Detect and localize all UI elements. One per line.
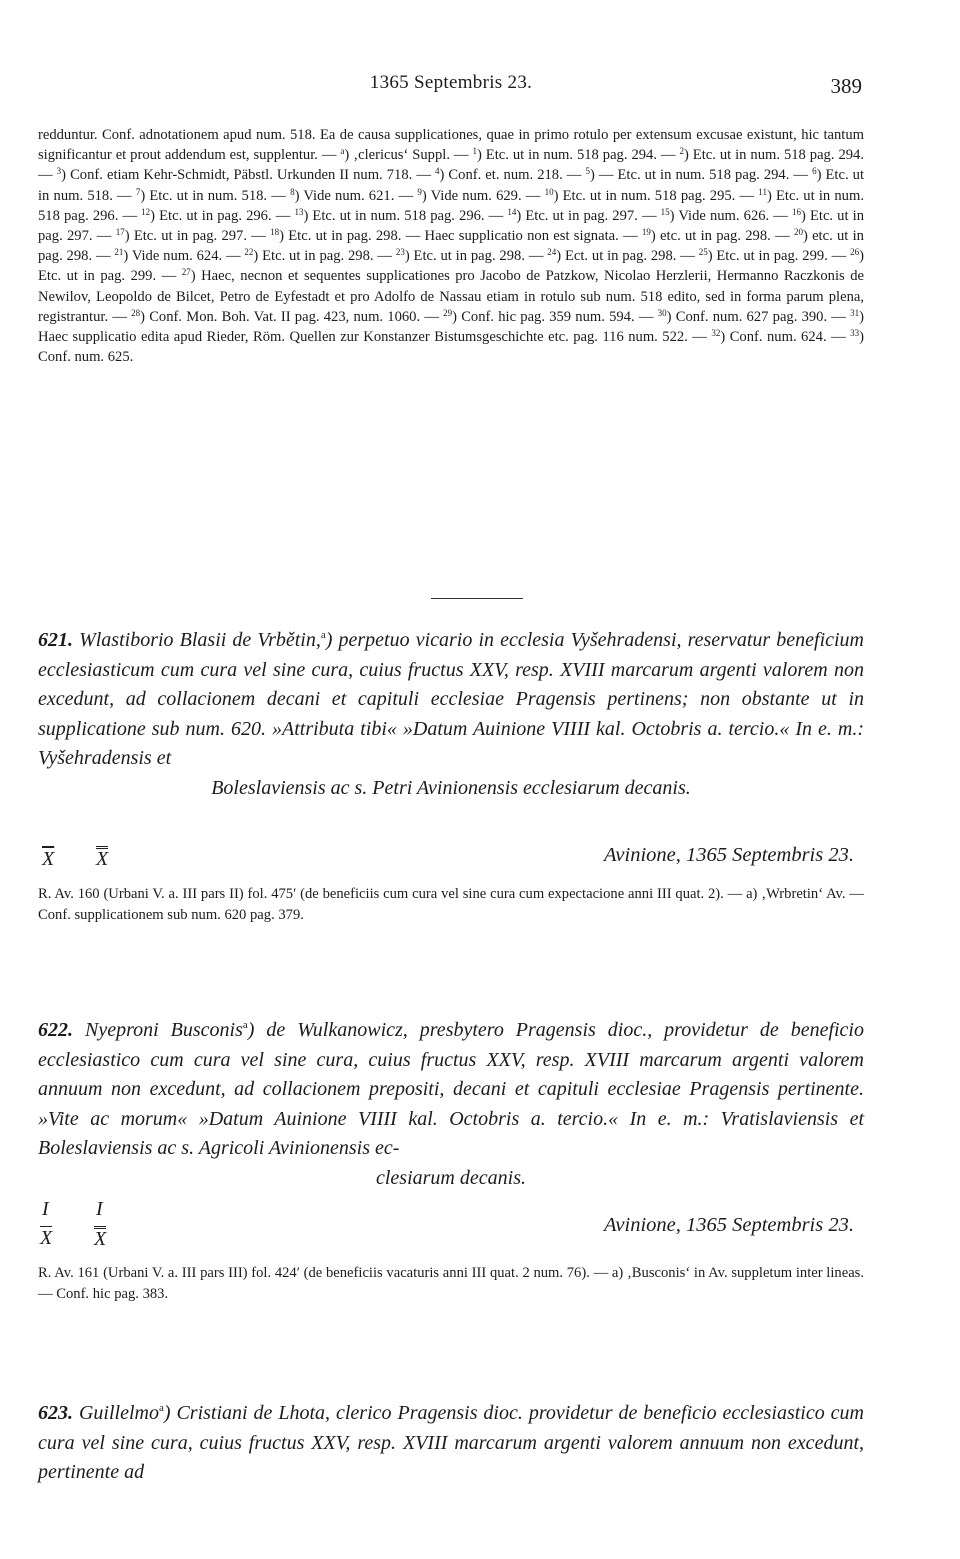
- footnote-text: ) Conf. et. num. 218. —: [439, 167, 586, 184]
- page-header: [38, 72, 864, 104]
- footnotes-text: [38, 125, 864, 367]
- footnote-marker: 33: [850, 328, 860, 339]
- footnote-text: ) Etc. ut in pag. 297. —: [124, 228, 271, 245]
- entry-text: Guillelmo: [78, 1402, 159, 1424]
- entry-text-cont: ) Cristiani de Lhota, clerico Pragensis dioc. providetur de beneficio ecclesiastico cum cura vel sine cura, cuius fructus XXV, resp. XVIII marcarum argenti valorem annuum non excedunt, pertinente ad: [38, 1402, 864, 1483]
- entry-text: Nyeproni Busconis: [84, 1019, 243, 1041]
- dateline-621: [38, 830, 864, 882]
- footnote-text: redduntur. Conf. adnotationem apud num. 518. Ea de causa supplicationes, quae in primo rotulo per extensum excusae existunt, hic tantum significantur et prout addendum est, supplentur. —: [38, 127, 864, 164]
- document-page: [38, 0, 864, 1559]
- footnote-text: ) Etc. ut in num. 518. —: [140, 187, 291, 204]
- footnote-marker: 30: [657, 307, 667, 318]
- footnote-text: ) ‚clericus‘ Suppl. —: [344, 147, 473, 164]
- footnote-marker: 22: [244, 247, 254, 258]
- footnote-text: ) Etc. ut in num. 518. —: [38, 167, 864, 204]
- footnote-marker: 17: [115, 227, 125, 238]
- footnote-marker: 26: [850, 247, 860, 258]
- footnote-marker: 32: [711, 328, 721, 339]
- footnote-marker: 23: [395, 247, 405, 258]
- entry-622: [38, 1016, 864, 1193]
- footnote-marker: 18: [270, 227, 280, 238]
- footnote-text: ) Etc. ut in pag. 296. —: [150, 207, 295, 224]
- footnote-text: ) Haec, necnon et sequentes supplicationes pro Jacobo de Patzkow, Nicolao Herzlerii, Hermanno Raczkonis de Newilov, Leopoldo de Bilcet, Petro de Eyfestadt et pro Adolfo de Nassau etiam in rotulo sub num. 518 edito, sed in forma parum plena, registrantur. —: [38, 268, 864, 325]
- rubric-fraction: I X I X: [40, 1198, 107, 1250]
- footnote-marker: 4: [435, 166, 440, 177]
- running-title: 1365 Septembris 23.: [369, 72, 533, 93]
- footnote-text: ) Etc. ut in num. 518 pag. 295. —: [553, 187, 759, 204]
- footnote-mark: a: [320, 629, 326, 641]
- footnote-marker: 20: [793, 227, 803, 238]
- source-622: R. Av. 161 (Urbani V. a. III pars III) fol. 424′ (de beneficiis vacaturis anni III quat. 2 num. 76). — a) ‚Busconis‘ in Av. suppletum inter lineas. — Conf. hic pag. 383.: [38, 1265, 864, 1302]
- footnote-marker: 21: [114, 247, 124, 258]
- footnote-text: ) Etc. ut in pag. 299. —: [707, 248, 851, 265]
- footnote-text: ) — Etc. ut in num. 518 pag. 294. —: [589, 167, 813, 184]
- footnote-text: ) etc. ut in pag. 298. —: [650, 228, 794, 245]
- dateline-622: [38, 1200, 864, 1252]
- footnote-text: ) Etc. ut in num. 518 pag. 296. —: [38, 187, 864, 224]
- entry-622-addressees: clesiarum decanis.: [376, 1166, 526, 1189]
- footnote-marker: 31: [850, 307, 860, 318]
- entry-621-text: [38, 626, 864, 774]
- entry-number: 622.: [38, 1019, 73, 1041]
- place-date: Avinione, 1365 Septembris 23.: [604, 844, 854, 866]
- rubric-fraction: $\overline{X}$ X: [42, 848, 109, 870]
- footnote-text: ) Conf. etiam Kehr-Schmidt, Päbstl. Urkunden II num. 718. —: [61, 167, 435, 184]
- entry-text: Wlastiborio Blasii de Vrbětin,: [79, 629, 321, 651]
- footnote-text: ) Etc. ut in pag. 298. —: [404, 248, 548, 265]
- footnote-text: ) etc. ut in pag. 298. —: [38, 228, 864, 265]
- entry-623: [38, 1399, 864, 1488]
- footnote-marker: 10: [544, 186, 554, 197]
- footnote-text: ) Vide num. 621. —: [294, 187, 418, 204]
- entry-621-addressees: Boleslaviensis ac s. Petri Avinionensis ecclesiarum decanis.: [211, 776, 691, 799]
- footnote-text: ) Conf. Mon. Boh. Vat. II pag. 423, num. 1060. —: [140, 308, 444, 325]
- footnote-text: ) Vide num. 624. —: [123, 248, 245, 265]
- footnote-marker: 27: [181, 267, 191, 278]
- entry-623-text: [38, 1399, 864, 1488]
- footnote-text: ) Vide num. 626. —: [669, 207, 793, 224]
- footnote-text: ) Etc. ut in pag. 297. —: [38, 207, 864, 245]
- entry-621: [38, 626, 864, 803]
- footnote-text: ) Ect. ut in pag. 298. —: [556, 248, 699, 265]
- footnote-marker: 7: [135, 186, 141, 197]
- footnote-marker: 13: [294, 206, 304, 217]
- entry-622-text: [38, 1016, 864, 1164]
- footnote-text: ) Vide num. 629. —: [421, 187, 545, 204]
- footnote-text: ) Etc. ut in num. 518 pag. 294. —: [476, 147, 680, 164]
- footnote-text: ) Etc. ut in num. 518 pag. 296. —: [303, 207, 508, 224]
- footnote-text: ) Conf. hic pag. 359 num. 594. —: [452, 308, 658, 325]
- footnote-marker: 9: [417, 186, 422, 197]
- footnote-marker: 25: [698, 247, 708, 258]
- footnote-mark: a: [158, 1402, 164, 1414]
- entry-number: 623.: [38, 1402, 73, 1424]
- footnote-text: ) Etc. ut in pag. 299. —: [38, 248, 864, 285]
- footnote-text: ) Etc. ut in num. 518 pag. 294. —: [38, 147, 864, 184]
- footnote-marker: 6: [812, 166, 817, 177]
- footnote-text: ) Conf. num. 624. —: [720, 329, 851, 346]
- footnote-marker: 24: [547, 247, 557, 258]
- footnote-marker: 5: [585, 166, 590, 177]
- footnote-marker: 29: [443, 307, 453, 318]
- footnote-text: ) Conf. num. 625.: [38, 329, 864, 366]
- footnotes-block: [38, 125, 864, 367]
- footnote-text: ) Etc. ut in pag. 298. — Haec supplicatio non est signata. —: [279, 228, 642, 245]
- footnote-marker: 14: [507, 206, 517, 217]
- footnote-marker: 8: [290, 186, 295, 197]
- footnote-text: ) Etc. ut in pag. 298. —: [253, 248, 396, 265]
- page-number: 389: [830, 74, 862, 98]
- footnote-marker: 16: [792, 206, 802, 217]
- entry-text-cont: ) de Wulkanowicz, presbytero Pragensis dioc., providetur de beneficio ecclesiastico cum cura vel sine cura, cuius fructus XXV, resp. XVIII marcarum argenti valorem annuum non excedunt, ad collacionem prepositi, decani et capituli ecclesiae Pragensis pertinente. »Vite ac morum« »Datum Auinione VIIII kal. Octobris a. tercio.« In e. m.: Vratislaviensis et Boleslaviensis ac s. Agricoli Avinionensis ec-: [38, 1019, 864, 1159]
- entry-number: 621.: [38, 629, 73, 651]
- footnote-text: ) Conf. num. 627 pag. 390. —: [666, 308, 851, 325]
- place-date: Avinione, 1365 Septembris 23.: [604, 1214, 854, 1236]
- footnote-marker: 12: [141, 206, 151, 217]
- footnote-mark: a: [242, 1019, 248, 1031]
- section-divider: [431, 598, 523, 599]
- footnote-text: ) Haec supplicatio edita apud Rieder, Röm. Quellen zur Konstanzer Bistumsgeschichte etc. pag. 116 num. 522. —: [38, 308, 864, 346]
- footnote-marker: a: [340, 146, 345, 157]
- source-621: R. Av. 160 (Urbani V. a. III pars II) fol. 475′ (de beneficiis cum cura vel sine cura cum expectacione anni III quat. 2). — a) ‚Wrbretin‘ Av. — Conf. supplicationem sub num. 620 pag. 379.: [38, 886, 864, 923]
- footnote-marker: 3: [56, 166, 62, 177]
- footnote-text: ) Etc. ut in pag. 297. —: [516, 207, 661, 224]
- footnote-marker: 15: [660, 206, 670, 217]
- entry-text-cont: ) perpetuo vicario in ecclesia Vyšehradensi, reservatur beneficium ecclesiasticum cum cura vel sine cura, cuius fructus XXV, resp. XVIII marcarum argenti valorem non excedunt, ad collacionem decani et capituli ecclesiae Pragensis pertinens; non obstante ut in supplicatione sub num. 620. »Attributa tibi« »Datum Auinione VIIII kal. Octobris a. tercio.« In e. m.: Vyšehradensis et: [38, 629, 864, 769]
- footnote-marker: 2: [679, 146, 684, 157]
- footnote-marker: 1: [472, 146, 477, 157]
- footnote-marker: 28: [131, 307, 141, 318]
- footnote-marker: 19: [641, 227, 651, 238]
- footnote-marker: 11: [758, 186, 767, 197]
